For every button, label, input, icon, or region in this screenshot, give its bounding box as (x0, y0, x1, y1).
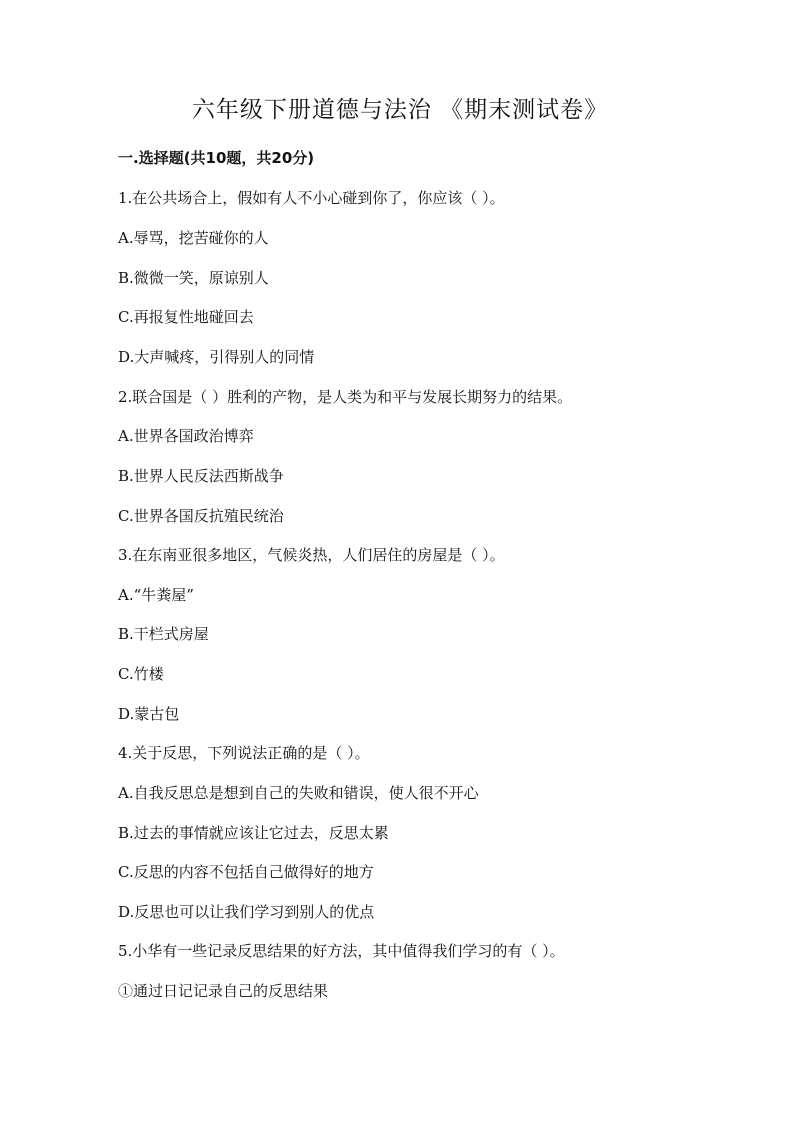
question-4-option-c: C.反思的内容不包括自己做得好的地方 (118, 863, 374, 881)
question-4-option-d: D.反思也可以让我们学习到别人的优点 (118, 903, 375, 921)
question-2-stem: 2.联合国是（ ）胜利的产物，是人类为和平与发展长期努力的结果。 (118, 388, 573, 406)
question-1-stem: 1.在公共场合上，假如有人不小心碰到你了，你应该（ ）。 (118, 189, 505, 207)
question-5-item-1: ①通过日记记录自己的反思结果 (118, 982, 329, 1000)
section-heading: 一.选择题(共10题，共20分) (118, 149, 315, 167)
question-2-option-c: C.世界各国反抗殖民统治 (118, 507, 284, 525)
question-3-option-c: C.竹楼 (118, 665, 164, 683)
question-2-option-b: B.世界人民反法西斯战争 (118, 467, 284, 485)
question-1-option-b: B.微微一笑，原谅别人 (118, 269, 269, 287)
question-3-option-d: D.蒙古包 (118, 705, 180, 723)
question-3-option-b: B.干栏式房屋 (118, 625, 209, 643)
exam-title: 六年级下册道德与法治 《期末测试卷》 (191, 97, 609, 123)
question-1-option-d: D.大声喊疼，引得别人的同情 (118, 348, 315, 366)
question-5-stem: 5.小华有一些记录反思结果的好方法，其中值得我们学习的有（ ）。 (118, 942, 565, 960)
question-4-stem: 4.关于反思，下列说法正确的是（ ）。 (118, 744, 370, 762)
question-1-option-a: A.辱骂，挖苦碰你的人 (118, 229, 269, 247)
question-2-option-a: A.世界各国政治博弈 (118, 427, 254, 445)
question-3-stem: 3.在东南亚很多地区，气候炎热，人们居住的房屋是（ ）。 (118, 546, 505, 564)
question-3-option-a: A.“牛粪屋” (118, 586, 194, 604)
question-4-option-b: B.过去的事情就应该让它过去，反思太累 (118, 824, 389, 842)
question-1-option-c: C.再报复性地碰回去 (118, 308, 254, 326)
question-4-option-a: A.自我反思总是想到自己的失败和错误，使人很不开心 (118, 784, 479, 802)
